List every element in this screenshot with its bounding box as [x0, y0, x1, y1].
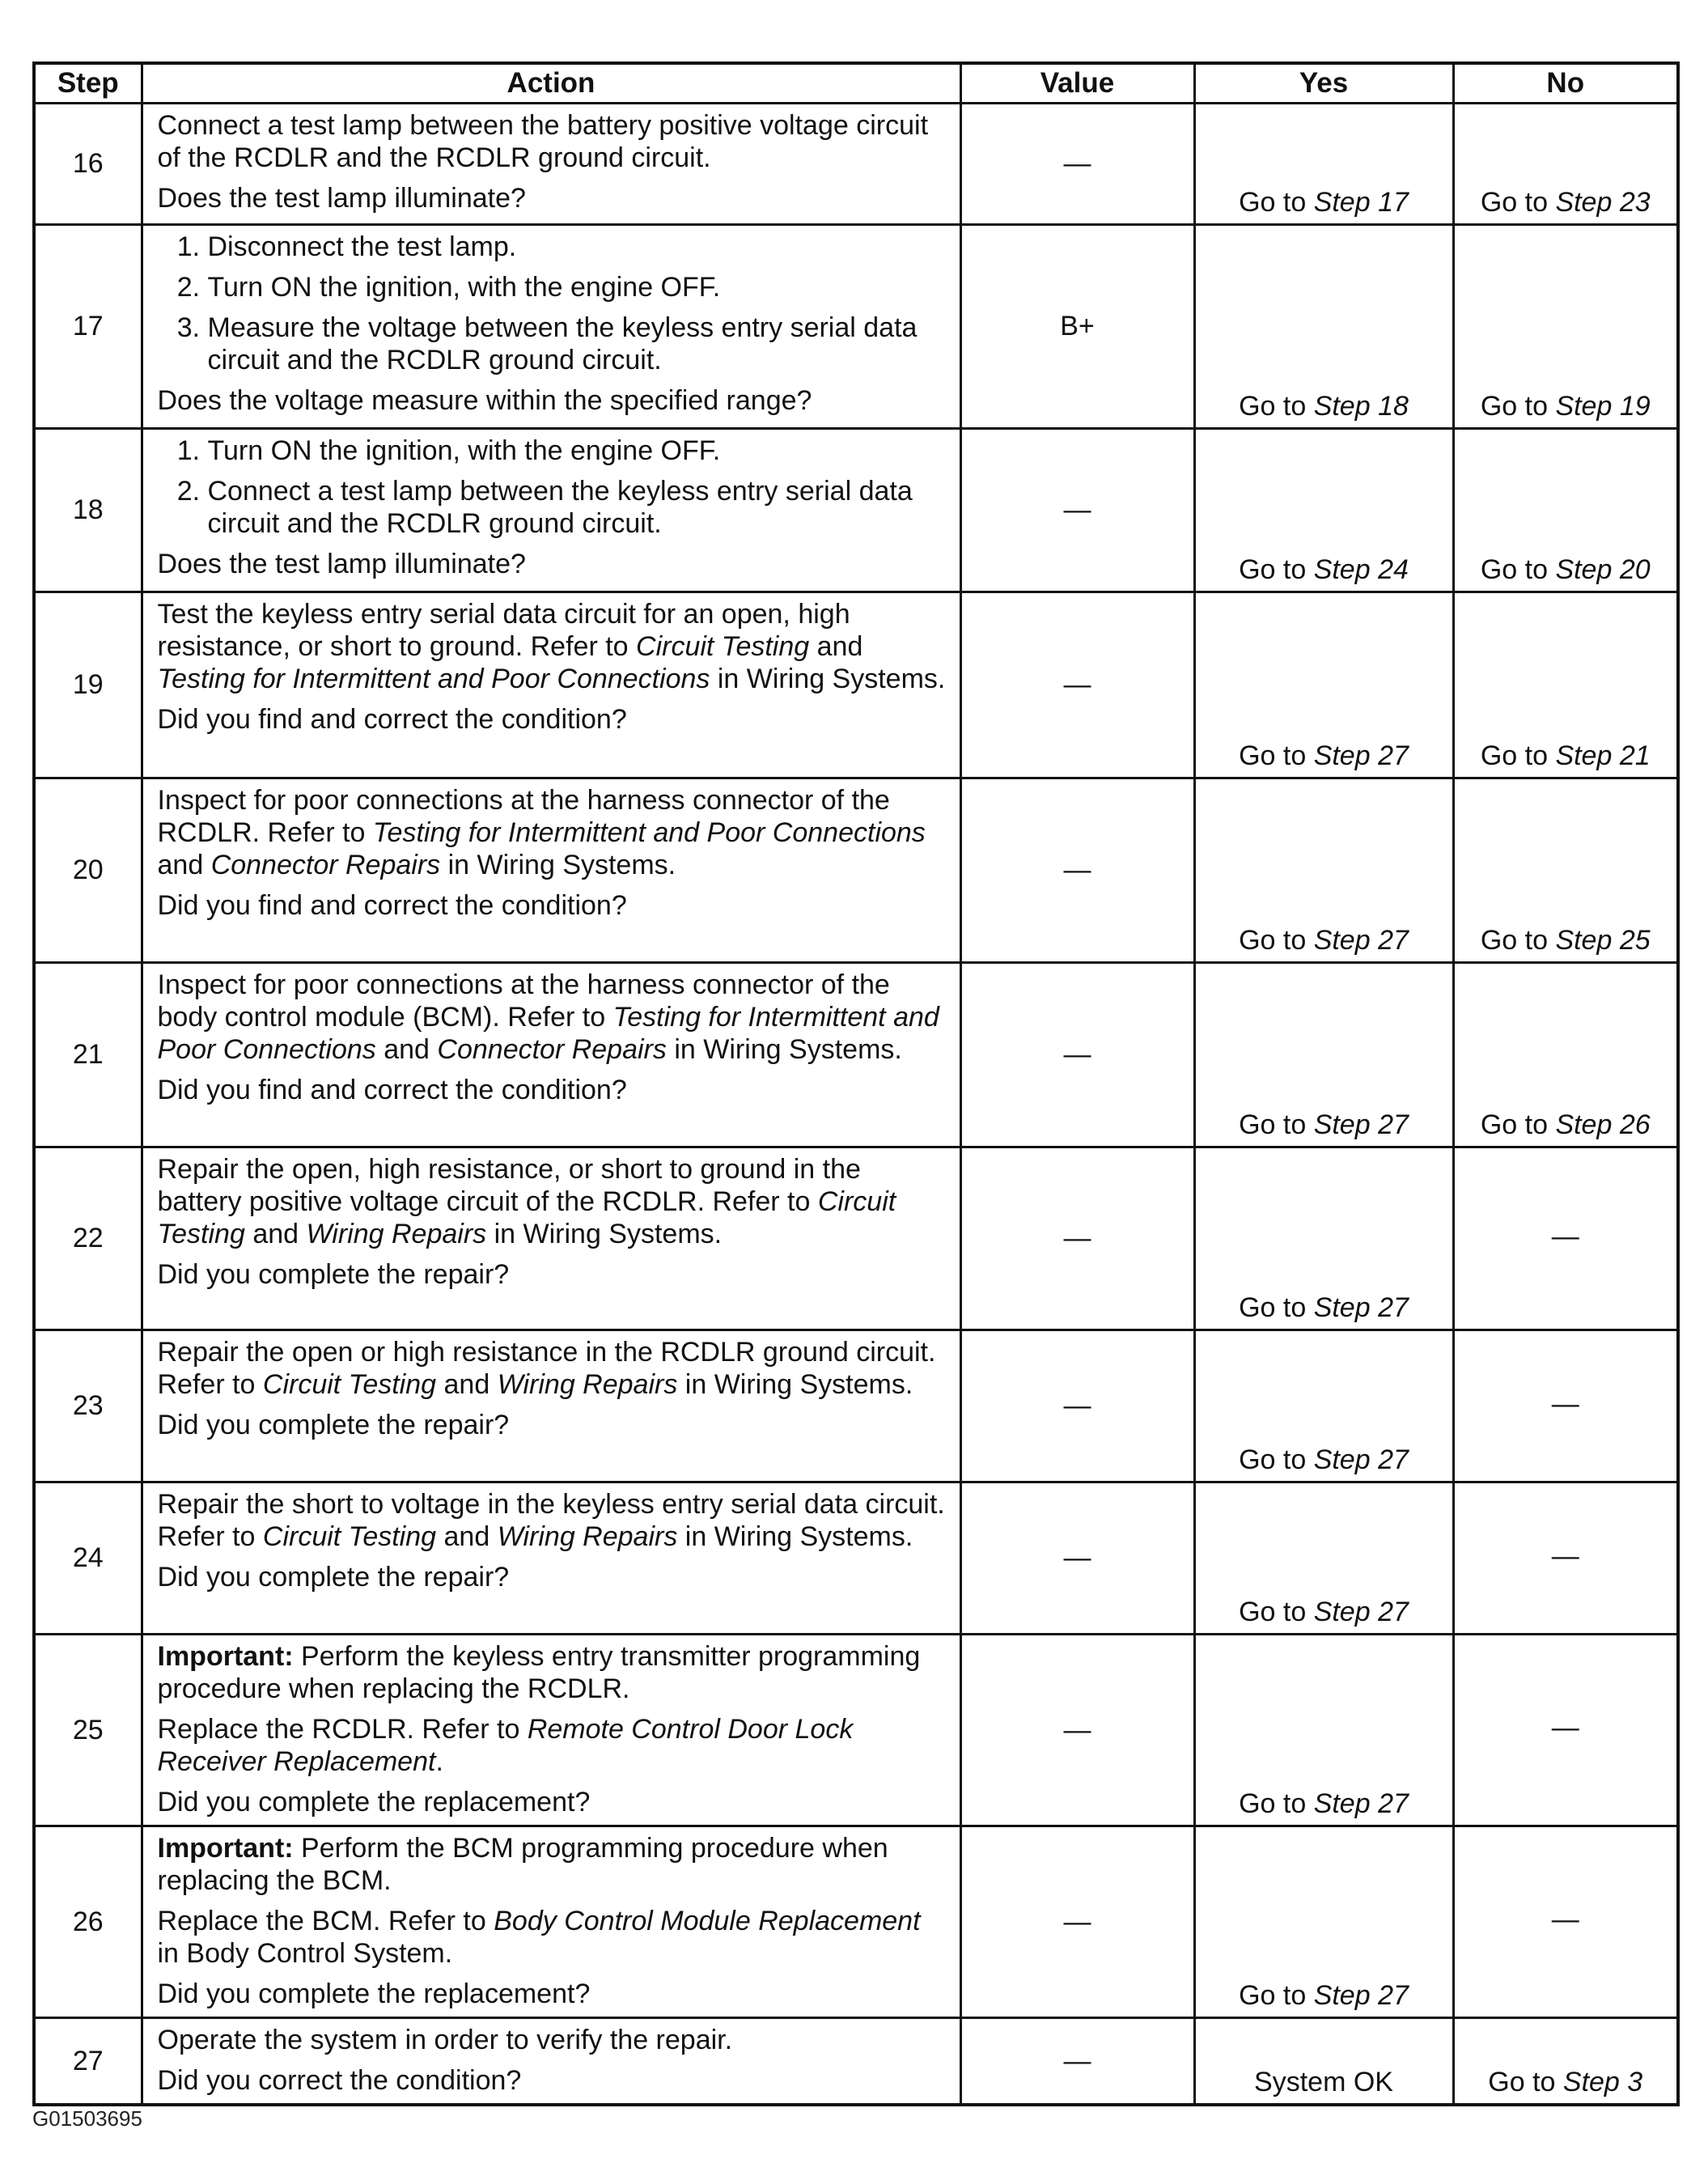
table-row [34, 963, 1678, 1147]
action-text: Test the keyless entry serial data circuit for an open, high resistance, or short to ground. Refer to [157, 599, 850, 662]
action-text: and [244, 1219, 307, 1249]
action-paragraph [158, 598, 948, 695]
table-header [34, 63, 1678, 104]
yes-cell [1194, 1635, 1453, 1826]
reference-link-text: Wiring Repairs [306, 1219, 487, 1249]
table-row [34, 592, 1678, 778]
no-text: — [1551, 1388, 1579, 1419]
action-text: . [435, 1746, 443, 1777]
action-paragraph [158, 1488, 948, 1553]
action-paragraph [158, 969, 948, 1066]
yes-text: System OK [1254, 2067, 1393, 2097]
reference-link-text: Wiring Repairs [497, 1369, 678, 1400]
action-paragraph [158, 784, 948, 881]
step-number: 26 [34, 1826, 142, 2018]
procedure-step: 2. Connect a test lamp between the keyless entry serial data circuit and the RCDLR ground circuit. [208, 475, 948, 540]
reference-link-text: Circuit Testing [262, 1521, 437, 1552]
table-row [34, 778, 1678, 963]
yes-text: Go to [1239, 1444, 1314, 1475]
action-question: Did you correct the condition? [157, 2065, 522, 2096]
important-label: Important: [157, 1641, 294, 1672]
no-cell [1453, 963, 1678, 1147]
action-question: Does the test lamp illuminate? [157, 549, 526, 579]
action-cell [142, 1147, 960, 1330]
action-paragraph [158, 109, 948, 174]
no-cell [1453, 1635, 1678, 1826]
action-paragraph [158, 1905, 948, 1970]
action-text: and [375, 1034, 438, 1065]
yes-step-ref: Step 27 [1313, 740, 1409, 771]
no-text: — [1551, 1540, 1579, 1571]
action-question: Did you complete the repair? [157, 1562, 510, 1593]
header-action: Action [142, 63, 960, 104]
action-text: and [809, 631, 863, 662]
diagnostic-table [32, 61, 1680, 2106]
procedure-step: 1. Turn ON the ignition, with the engine OFF. [208, 435, 948, 467]
no-cell [1453, 778, 1678, 963]
action-text: Operate the system in order to verify the repair. [157, 2025, 733, 2055]
reference-link-text: Testing for Intermittent and Poor Connections [372, 817, 926, 848]
action-text: and [157, 850, 211, 880]
action-paragraph [158, 1713, 948, 1778]
procedure-step: 3. Measure the voltage between the keyless entry serial data circuit and the RCDLR ground circuit. [208, 312, 948, 376]
value-cell: — [960, 1826, 1194, 2018]
figure-id: G01503695 [32, 2106, 142, 2131]
no-text: Go to [1480, 391, 1556, 422]
action-text: in Wiring Systems. [486, 1219, 723, 1249]
yes-step-ref: Step 27 [1313, 1980, 1409, 2011]
action-text: Inspect for poor connections at the harness connector of the body control module (BCM). Refer to [157, 969, 890, 1033]
no-step-ref: Step 20 [1555, 554, 1651, 585]
action-text: in Body Control System. [157, 1938, 453, 1969]
reference-link-text: Circuit Testing [262, 1369, 437, 1400]
action-paragraph [158, 2024, 948, 2056]
reference-link-text: Circuit Testing [157, 1186, 896, 1249]
action-cell [142, 1330, 960, 1482]
step-number: 17 [34, 225, 142, 429]
action-text: in Wiring Systems. [666, 1034, 902, 1065]
no-text: Go to [1480, 1109, 1556, 1140]
action-question: Did you complete the replacement? [157, 1787, 591, 1817]
value-cell: — [960, 778, 1194, 963]
action-cell [142, 225, 960, 429]
no-text: Go to [1480, 740, 1556, 771]
no-text: — [1551, 1220, 1579, 1252]
table-row [34, 1330, 1678, 1482]
yes-text: Go to [1239, 554, 1314, 585]
yes-cell [1194, 1147, 1453, 1330]
action-paragraph [158, 1640, 948, 1705]
table-row [34, 1482, 1678, 1635]
step-number: 22 [34, 1147, 142, 1330]
table-row [34, 1635, 1678, 1826]
value-cell: — [960, 1147, 1194, 1330]
no-cell [1453, 1482, 1678, 1635]
action-text: Inspect for poor connections at the harness connector of the RCDLR. Refer to [157, 785, 890, 848]
action-text: Repair the short to voltage in the keyless entry serial data circuit. Refer to [157, 1489, 945, 1552]
yes-text: Go to [1239, 1980, 1314, 2011]
value-cell: — [960, 1482, 1194, 1635]
procedure-list [158, 435, 948, 540]
action-question: Does the test lamp illuminate? [157, 183, 526, 214]
no-cell [1453, 2018, 1678, 2106]
step-number: 25 [34, 1635, 142, 1826]
no-step-ref: Step 26 [1555, 1109, 1651, 1140]
yes-cell [1194, 592, 1453, 778]
yes-cell [1194, 778, 1453, 963]
table-row [34, 225, 1678, 429]
action-question: Did you find and correct the condition? [157, 890, 627, 921]
header-value: Value [960, 63, 1194, 104]
action-text: Repair the open, high resistance, or short to ground in the battery positive voltage circuit of the RCDLR. Refer to [157, 1154, 861, 1217]
yes-step-ref: Step 27 [1313, 1444, 1409, 1475]
action-cell [142, 963, 960, 1147]
action-cell [142, 592, 960, 778]
procedure-list [158, 231, 948, 376]
yes-step-ref: Step 27 [1313, 925, 1409, 956]
procedure-step: 2. Turn ON the ignition, with the engine OFF. [208, 271, 948, 303]
step-number: 27 [34, 2018, 142, 2106]
no-cell [1453, 1826, 1678, 2018]
reference-link-text: Connector Repairs [210, 850, 441, 880]
reference-link-text: Testing for Intermittent and Poor Connections [157, 1002, 939, 1065]
table-row [34, 1147, 1678, 1330]
value-cell: B+ [960, 225, 1194, 429]
header-step: Step [34, 63, 142, 104]
action-text: in Wiring Systems. [710, 664, 946, 694]
no-text: Go to [1480, 554, 1556, 585]
no-text: — [1551, 1712, 1579, 1743]
table-row [34, 104, 1678, 225]
value-cell: — [960, 2018, 1194, 2106]
value-cell: — [960, 1330, 1194, 1482]
step-number: 21 [34, 963, 142, 1147]
action-cell [142, 1826, 960, 2018]
action-cell [142, 429, 960, 592]
yes-text: Go to [1239, 391, 1314, 422]
no-cell [1453, 429, 1678, 592]
action-text: Perform the keyless entry transmitter programming procedure when replacing the RCDLR. [157, 1641, 921, 1704]
yes-step-ref: Step 18 [1313, 391, 1409, 422]
action-cell [142, 2018, 960, 2106]
value-cell: — [960, 104, 1194, 225]
table-body [34, 104, 1678, 2106]
action-text: in Wiring Systems. [440, 850, 676, 880]
no-cell [1453, 104, 1678, 225]
no-cell [1453, 225, 1678, 429]
action-question: Did you complete the repair? [157, 1259, 510, 1290]
yes-cell [1194, 104, 1453, 225]
step-number: 19 [34, 592, 142, 778]
action-text: in Wiring Systems. [677, 1521, 913, 1552]
action-paragraph [158, 1153, 948, 1250]
action-text: Replace the RCDLR. Refer to [157, 1714, 528, 1745]
header-yes: Yes [1194, 63, 1453, 104]
yes-cell [1194, 1330, 1453, 1482]
yes-step-ref: Step 27 [1313, 1597, 1409, 1627]
action-text: Connect a test lamp between the battery positive voltage circuit of the RCDLR and the RCDLR ground circuit. [157, 110, 929, 173]
reference-link-text: Wiring Repairs [497, 1521, 678, 1552]
value-cell: — [960, 1635, 1194, 1826]
step-number: 24 [34, 1482, 142, 1635]
yes-text: Go to [1239, 187, 1314, 218]
yes-cell [1194, 225, 1453, 429]
no-text: — [1551, 1904, 1579, 1935]
table-row [34, 2018, 1678, 2106]
yes-text: Go to [1239, 1109, 1314, 1140]
yes-step-ref: Step 27 [1313, 1292, 1409, 1323]
yes-text: Go to [1239, 740, 1314, 771]
action-text: in Wiring Systems. [677, 1369, 913, 1400]
reference-link-text: Circuit Testing [636, 631, 810, 662]
no-cell [1453, 1330, 1678, 1482]
action-text: Perform the BCM programming procedure when replacing the BCM. [157, 1833, 888, 1896]
no-text: Go to [1480, 187, 1556, 218]
action-paragraph [158, 1832, 948, 1897]
action-text: and [436, 1369, 498, 1400]
no-step-ref: Step 23 [1555, 187, 1651, 218]
step-number: 20 [34, 778, 142, 963]
no-step-ref: Step 21 [1555, 740, 1651, 771]
header-row [34, 63, 1678, 104]
action-question: Did you find and correct the condition? [157, 704, 627, 735]
reference-link-text: Connector Repairs [437, 1034, 667, 1065]
no-step-ref: Step 25 [1555, 925, 1651, 956]
no-step-ref: Step 19 [1555, 391, 1651, 422]
action-question: Did you complete the repair? [157, 1410, 510, 1440]
yes-text: Go to [1239, 1597, 1314, 1627]
action-cell [142, 778, 960, 963]
value-cell: — [960, 592, 1194, 778]
yes-text: Go to [1239, 1788, 1314, 1819]
action-text: and [436, 1521, 498, 1552]
reference-link-text: Remote Control Door Lock Receiver Replacement [157, 1714, 854, 1777]
action-text: Repair the open or high resistance in the RCDLR ground circuit. Refer to [157, 1337, 936, 1400]
value-cell: — [960, 429, 1194, 592]
reference-link-text: Body Control Module Replacement [494, 1906, 921, 1936]
value-cell: — [960, 963, 1194, 1147]
step-number: 16 [34, 104, 142, 225]
action-cell [142, 1635, 960, 1826]
no-text: Go to [1488, 2067, 1563, 2097]
action-text: Replace the BCM. Refer to [157, 1906, 494, 1936]
no-cell [1453, 592, 1678, 778]
step-number: 18 [34, 429, 142, 592]
yes-cell [1194, 1826, 1453, 2018]
yes-step-ref: Step 27 [1313, 1109, 1409, 1140]
yes-text: Go to [1239, 925, 1314, 956]
yes-cell [1194, 1482, 1453, 1635]
action-paragraph [158, 1336, 948, 1401]
table-row [34, 1826, 1678, 2018]
yes-step-ref: Step 24 [1313, 554, 1409, 585]
yes-cell [1194, 429, 1453, 592]
no-step-ref: Step 3 [1562, 2067, 1643, 2097]
no-cell [1453, 1147, 1678, 1330]
action-question: Did you complete the replacement? [157, 1979, 591, 2009]
no-text: Go to [1480, 925, 1556, 956]
reference-link-text: Testing for Intermittent and Poor Connections [157, 664, 710, 694]
action-cell [142, 1482, 960, 1635]
action-question: Did you find and correct the condition? [157, 1075, 627, 1105]
table-row [34, 429, 1678, 592]
step-number: 23 [34, 1330, 142, 1482]
yes-step-ref: Step 17 [1313, 187, 1409, 218]
header-no: No [1453, 63, 1678, 104]
procedure-step: 1. Disconnect the test lamp. [208, 231, 948, 263]
yes-text: Go to [1239, 1292, 1314, 1323]
action-cell [142, 104, 960, 225]
action-question: Does the voltage measure within the specified range? [157, 385, 812, 416]
yes-step-ref: Step 27 [1313, 1788, 1409, 1819]
important-label: Important: [157, 1833, 294, 1864]
yes-cell [1194, 2018, 1453, 2106]
yes-cell [1194, 963, 1453, 1147]
